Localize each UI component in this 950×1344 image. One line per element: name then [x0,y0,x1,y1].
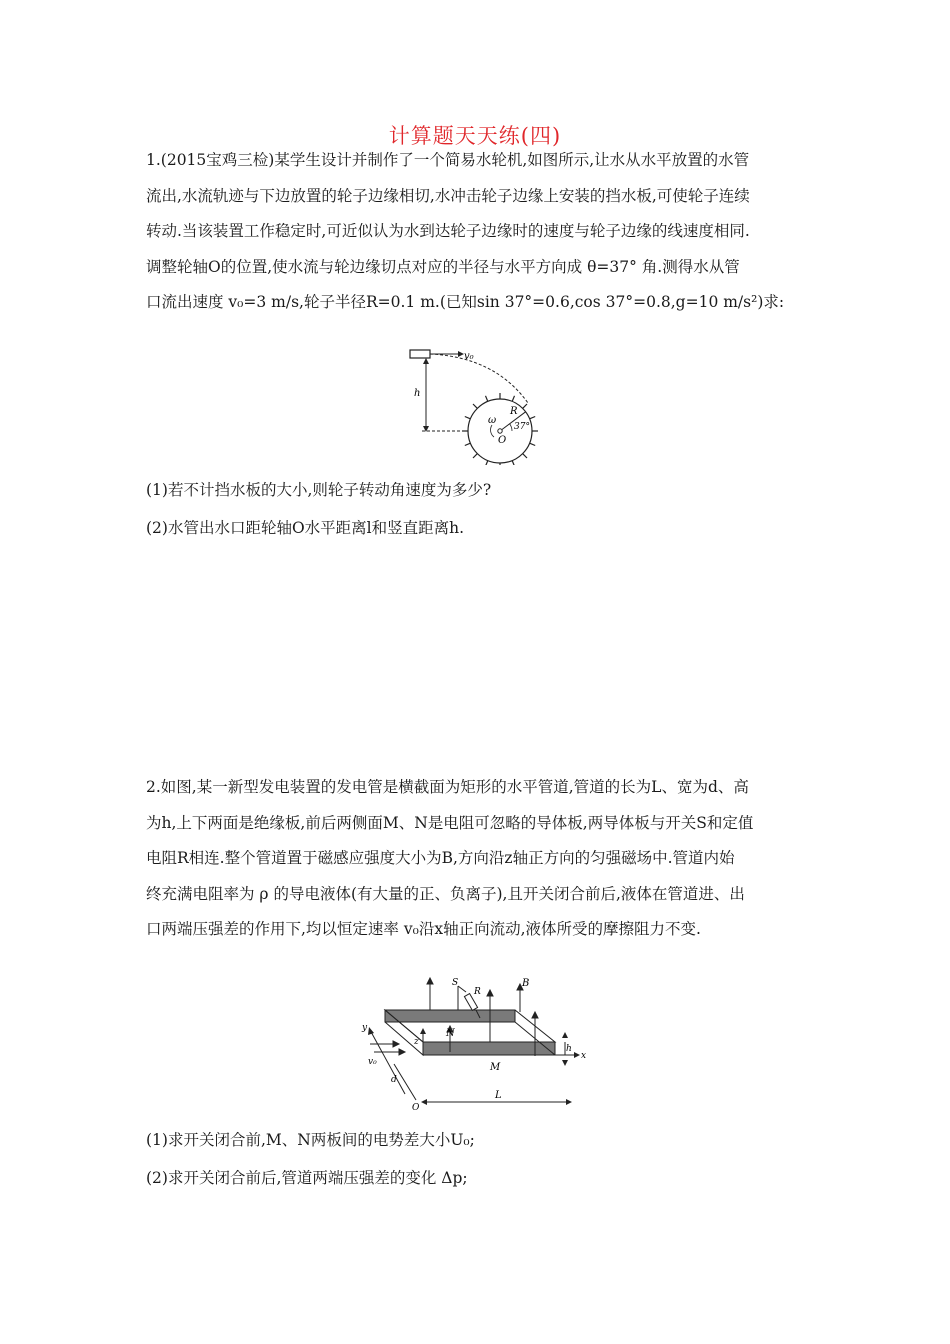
problem2-line-1: 2.如图,某一新型发电装置的发电管是横截面为矩形的水平管道,管道的长为L、宽为d、高 [146,778,749,796]
problem1-question-2: (2)水管出水口距轮轴O水平距离l和竖直距离h. [146,519,465,537]
length-label: L [495,1090,502,1101]
water-trajectory [430,354,528,403]
radius-label: R [510,406,518,417]
plate-m-label: M [490,1062,501,1073]
problem2-line-2: 为h,上下两面是绝缘板,前后两侧面M、N是电阻可忽略的导体板,两导体板与开关S和定值 [146,813,754,832]
problem2-statement [146,770,816,948]
problem1-line-5: 口流出速度 v₀=3 m/s,轮子半径R=0.1 m.(已知sin 37°=0.6,cos 37°=0.8,g=10 m/s²)求: [146,293,785,311]
height-label: h [566,1044,572,1054]
problem2-line-3: 电阻R相连.整个管道置于磁感应强度大小为B,方向沿z轴正方向的匀强磁场中.管道内始 [146,849,735,867]
problem2-question-2: (2)求开关闭合前后,管道两端压强差的变化 Δp; [146,1169,468,1187]
resistor-label: R [474,987,481,997]
problem2-question-1: (1)求开关闭合前,M、N两板间的电势差大小U₀; [146,1131,475,1149]
problem1-line-4: 调整轮轴O的位置,使水流与轮边缘切点对应的半径与水平方向成 θ=37° 角.测得水从管 [146,257,740,276]
problem1-statement [146,143,816,321]
plate-n [385,1010,515,1022]
problem2-line-4: 终充满电阻率为 ρ 的导电液体(有大量的正、负离子),且开关闭合前后,液体在管道进、出 [146,884,745,903]
switch-label: S [452,978,459,988]
generator-duct-figure [360,972,600,1112]
center-label: O [498,435,507,446]
problem1-line-2: 流出,水流轨迹与下边放置的轮子边缘相切,水冲击轮子边缘上安装的挡水板,可使轮子连续 [146,186,750,205]
x-axis-label: x [581,1051,587,1061]
width-label: d [391,1075,397,1085]
omega-label: ω [488,415,497,426]
angle-label: 37° [514,422,530,432]
water-wheel-figure [400,345,560,465]
page-title: 计算题天天练(四) [388,124,562,148]
problem1-line-3: 转动.当该装置工作稳定时,可近似认为水到达轮子边缘时的速度与轮子边缘的线速度相同. [146,222,750,240]
z-axis-label: z [414,1037,419,1047]
problem1-line-1: 1.(2015宝鸡三检)某学生设计并制作了一个简易水轮机,如图所示,让水从水平放置的水管 [146,151,750,169]
v0-label: v₀ [464,351,474,362]
flow-arrows [370,1041,405,1055]
h-label: h [414,388,421,399]
origin-label: O [412,1103,420,1112]
problem2-line-5: 口两端压强差的作用下,均以恒定速率 v₀沿x轴正向流动,液体所受的摩擦阻力不变. [146,920,701,938]
y-axis-label: y [362,1023,368,1033]
plate-n-label: N [446,1028,455,1039]
problem1-question-1: (1)若不计挡水板的大小,则轮子转动角速度为多少? [146,481,492,499]
switch [458,986,466,992]
field-label: B [522,978,530,989]
pipe [410,350,430,358]
v0-label: v₀ [368,1057,377,1067]
